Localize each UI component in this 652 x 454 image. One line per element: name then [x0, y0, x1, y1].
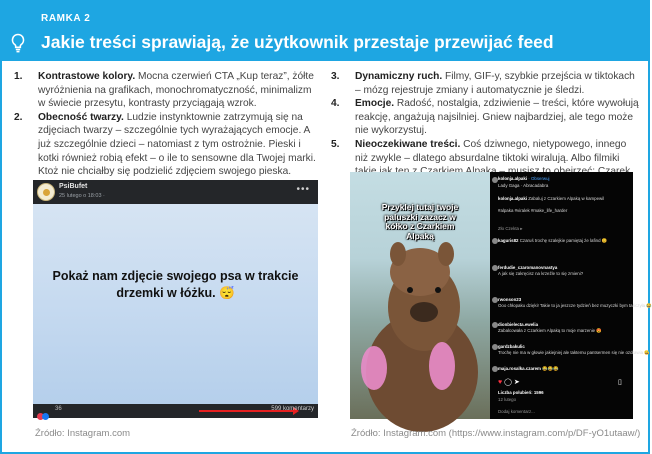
reel-video: [350, 172, 490, 419]
box-header: [0, 0, 650, 61]
instagram-screenshot: [350, 172, 652, 419]
box-title: Jakie treści sprawiają, że użytkownik przestaje przewijać feed: [41, 32, 554, 52]
item-text: Coś dziwnego, nietypowego, innego niż zwykle – dlatego absurdalne tiktoki wiralują. Albo filmiki: [355, 138, 627, 164]
comment-user: kaguris82: [498, 238, 519, 243]
item-heading: Obecność twarzy.: [38, 111, 124, 123]
list-left: [14, 70, 318, 179]
list-item: [14, 111, 318, 179]
post-header: [33, 180, 318, 204]
comment-text: Ooo chłopaku dzięki! Takie to ja jeszcze tydzień bez muzyczki bym tańczyła 😂: [498, 303, 652, 308]
follow-link[interactable]: · Obserwuj: [528, 176, 550, 181]
audio-track: Lady Gaga · Abracadabra: [498, 183, 549, 188]
comment-user: dionbielecta.ewelia: [498, 322, 539, 327]
list-item: [331, 70, 639, 97]
desc-text: Zabaluj z Czarkiem Alpaką w kampewil: [528, 196, 605, 201]
comment-icon[interactable]: ◯: [504, 379, 512, 386]
hashtags: #alpaka #viralek #make_life_harder: [498, 208, 568, 213]
account-name[interactable]: kolonja.alpaki: [498, 176, 528, 181]
item-heading: Emocje.: [355, 98, 395, 110]
see-translation[interactable]: Zło Czekta ▸: [498, 226, 523, 231]
item-heading: Kontrastowe kolory.: [38, 71, 136, 82]
comment-count: 599 komentarzy: [271, 406, 314, 412]
item-number: 3.: [331, 71, 340, 82]
source-caption-right: Źródło: Instagram.com (https://www.instagram.com/p/DF-yO1utaaw/): [351, 428, 641, 439]
comment-text: A jak się zakręcisz na krzeźle to się zmieni?: [498, 271, 584, 276]
item-heading: Dynamiczny ruch.: [355, 71, 443, 82]
item-text: Ludzie instynktownie zatrzymują się na zdjęciach twarzy – szczególnie tych wyrażających emocje. A już szczególnie dzieci – natomiast z tym ostrożnie. Pieski i kotki również robią efekt – o ile to sensowne dla Twojej marki. Ktoż nie chciałby się podzielić zdjęciem swojego pieska.: [38, 111, 316, 178]
page-name: PsiBufet: [59, 183, 88, 190]
item-number: 4.: [331, 98, 340, 110]
facebook-post-screenshot: [33, 180, 318, 418]
item-number: 1.: [14, 71, 23, 82]
comments-panel: [490, 172, 652, 419]
post-footer: [33, 404, 318, 418]
item-text: Mocna czerwień CTA „Kup teraz”, żółte wyróżnienia na grafikach, monochromatyczność, minimalizm w świecie przesytu, kontrasty przyciągają wzrok.: [38, 71, 314, 110]
list-item: [331, 97, 639, 138]
post-date: 12 lutego: [498, 397, 517, 402]
item-text: Filmy, GIF-y, szybkie przejścia w tiktokach – mózg rejestruje zmiany i automatycznie je śledzi.: [355, 71, 635, 96]
lightbulb-icon: [10, 33, 26, 53]
bookmark-icon[interactable]: ▯: [618, 379, 622, 386]
page-avatar: [37, 183, 55, 201]
post-date: 25 lutego o 18:03 ·: [59, 193, 105, 199]
list-item: [14, 70, 318, 111]
heart-icon[interactable]: ♥: [498, 379, 503, 386]
more-options-icon: •••: [296, 184, 310, 195]
comment-text: Trochę nie ma w głowie jakiejniej ale taktemu pantsermen się nie ozdrawia 😅: [498, 350, 650, 355]
comment-user: gardzbakulic: [498, 344, 525, 349]
desc-user: kolonja.alpaki: [498, 196, 528, 201]
reel-caption: Przyklej tutaj twoje paluszki zazacz w kółko z Czarkiem Alpaką: [381, 202, 459, 241]
comment-user: ferdudie_czaromanovnastya: [498, 265, 558, 270]
add-comment-input[interactable]: Dodaj komentarz...: [498, 409, 535, 414]
share-icon[interactable]: ➤: [513, 379, 520, 386]
item-heading: Nieoczekiwane treści.: [355, 138, 461, 150]
item-text: Radość, nostalgia, zdziwienie – treści, które wywołują reakcję, angażują najsilniej. Gniew najbardziej, ale tego może nie wykorzystuj.: [355, 98, 639, 137]
comment-user: maja.rosalka.czarem: [498, 366, 541, 371]
source-caption-left: Źródło: Instagram.com: [35, 428, 131, 439]
comment-text: Zabalcowała z Czarkiem Alpaką to moje marzenie 😍: [498, 328, 602, 333]
item-number: 2.: [14, 111, 23, 123]
comment-text: 😂😂😂: [542, 366, 559, 371]
reactions-icon: [37, 407, 53, 415]
box-label: RAMKA 2: [41, 13, 91, 24]
comment-text: Czaruś trochę szalejkie pamiętaj że lafind 😊: [519, 238, 608, 243]
action-icons: [498, 378, 622, 386]
post-image: [33, 204, 318, 404]
reaction-count: 36: [55, 406, 62, 412]
likes-count: Liczba polubień: 1596: [498, 390, 544, 395]
post-text: Pokaż nam zdjęcie swojego psa w trakcie drzemki w łóżku. 😴: [52, 269, 299, 300]
item-number: 5.: [331, 138, 340, 150]
comment-user: rwonson23: [498, 297, 522, 302]
